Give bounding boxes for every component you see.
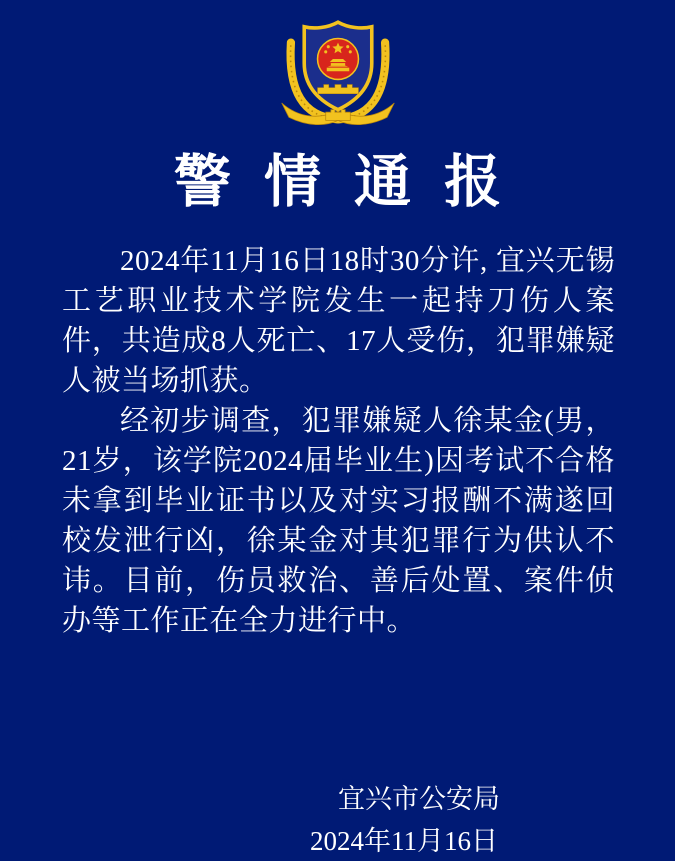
signature-agency: 宜兴市公安局 <box>338 783 500 814</box>
police-notice <box>0 16 675 856</box>
notice-paragraph-2: 经初步调查，犯罪嫌疑人徐某金(男，21岁，该学院2024届毕业生)因考试不合格未拿到毕业证书以及对实习报酬不满遂回校发泄行凶，徐某金对其犯罪行为供认不讳。目前，伤员救治、善后处置、案件侦办等工作正在全力进行中。 <box>62 404 615 637</box>
notice-title: 警情通报 <box>173 151 535 214</box>
signature-block <box>0 779 675 861</box>
notice-paragraph-1: 2024年11月16日18时30分许, 宜兴无锡工艺职业技术学院发生一起持刀伤人案件，共造成8人死亡、17人受伤，犯罪嫌疑人被当场抓获。 <box>62 244 615 397</box>
signature-date: 2024年11月16日 <box>310 825 498 856</box>
notice-body <box>0 241 675 641</box>
police-badge-icon <box>275 16 401 126</box>
